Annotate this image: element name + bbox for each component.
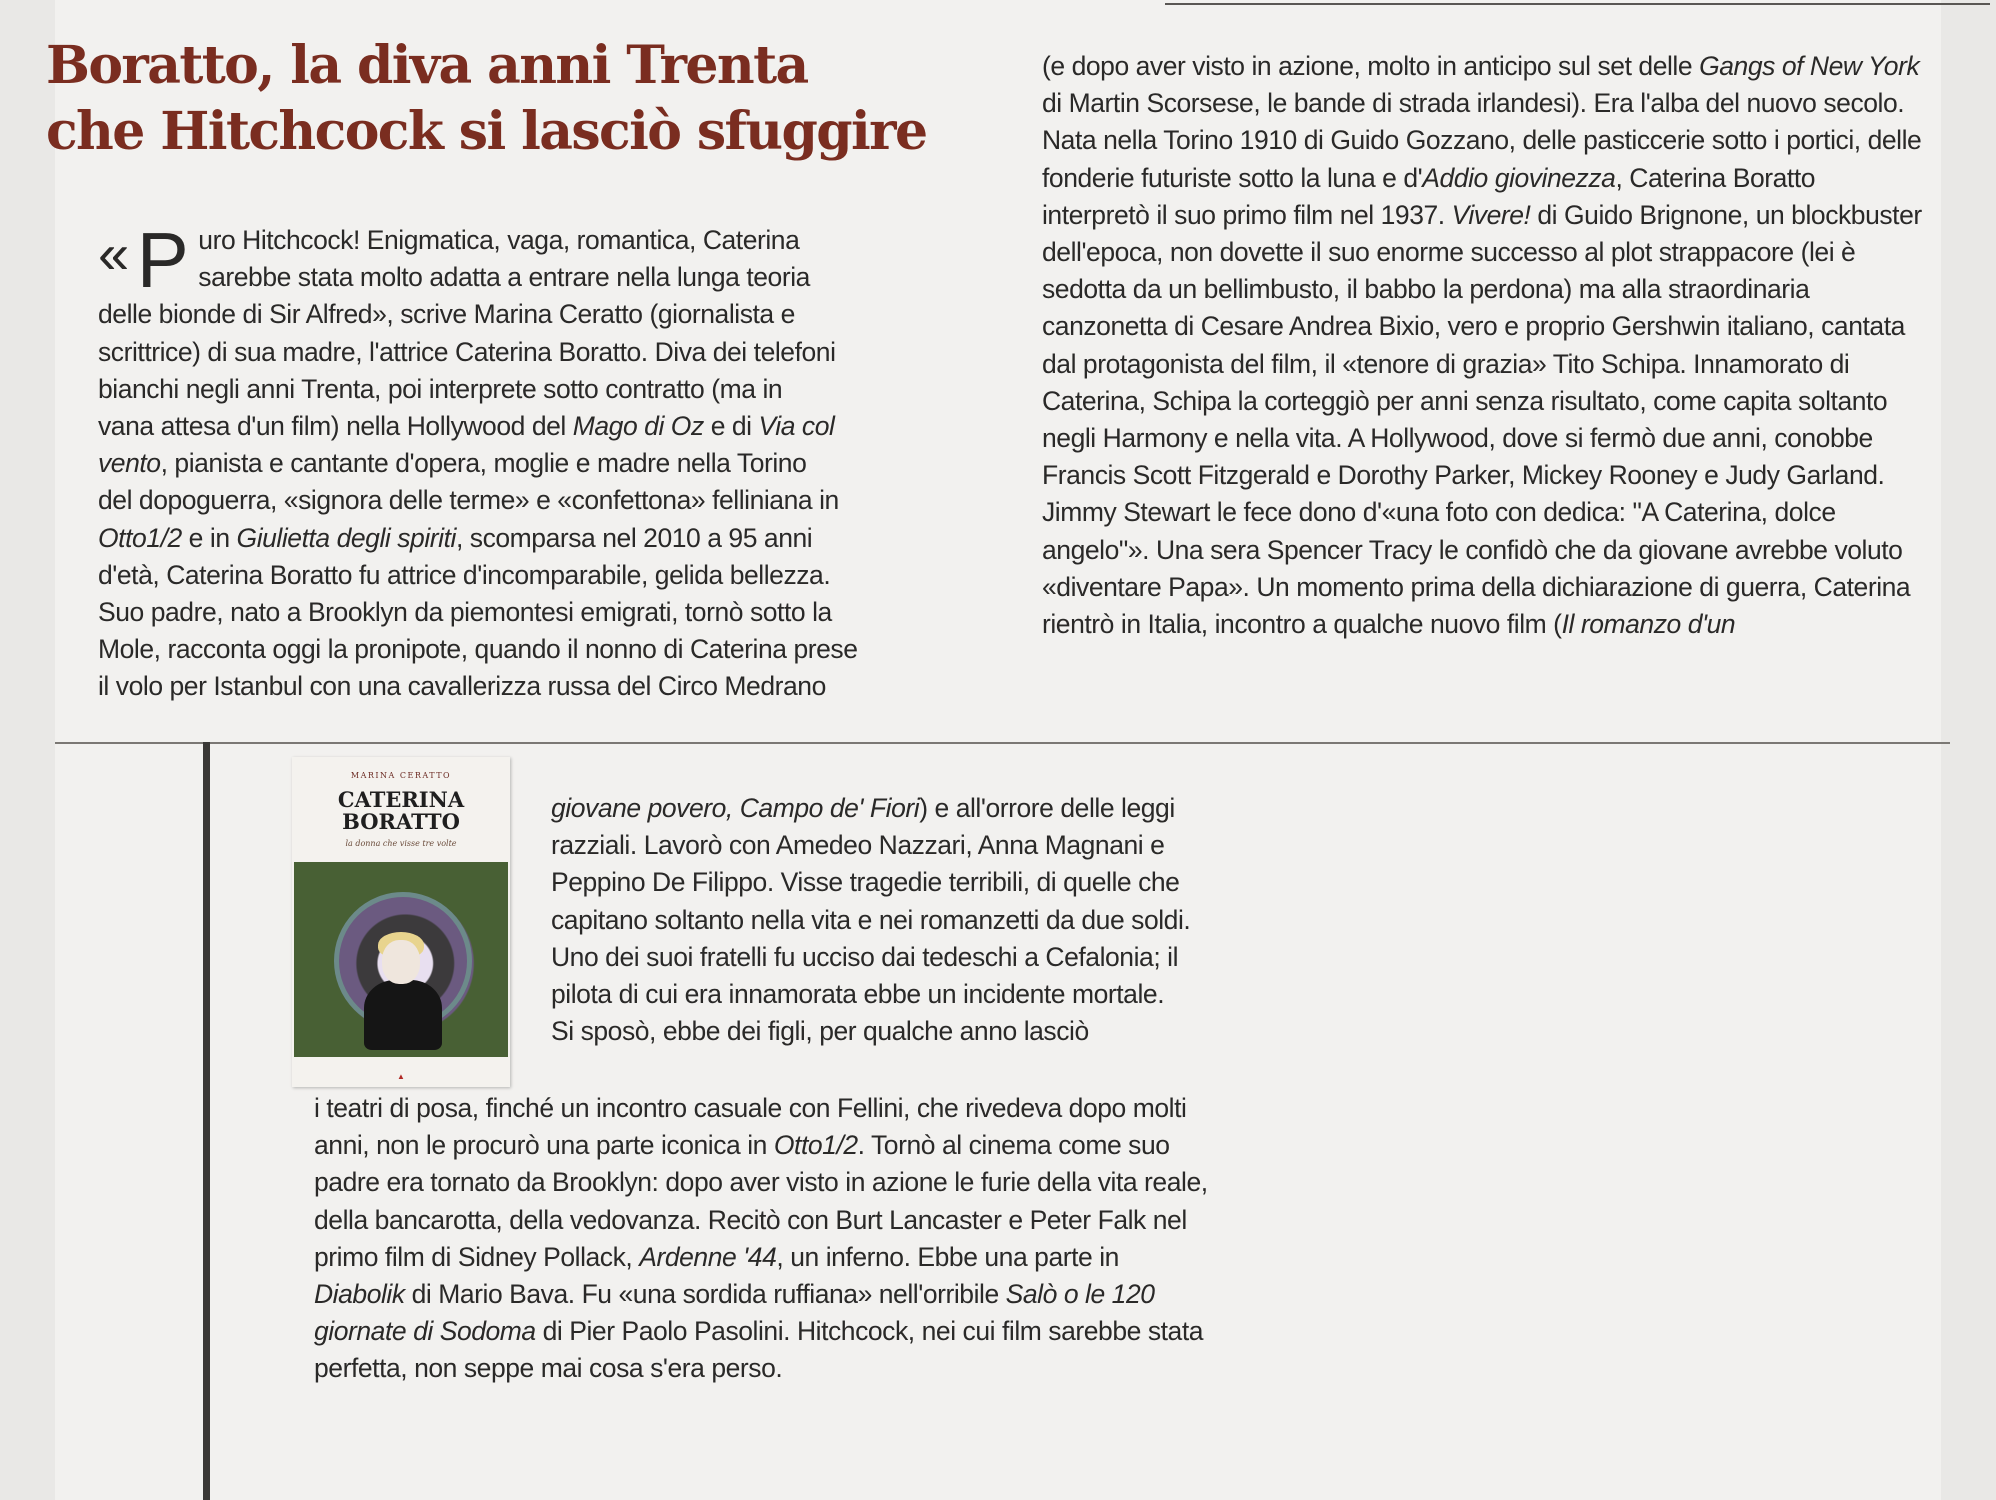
text-segment: e in: [181, 522, 237, 553]
book-cover-illustration: [294, 862, 508, 1057]
paragraph: [314, 1090, 1214, 1388]
publisher-logo-icon: ▲: [397, 1072, 405, 1081]
page-gutter: [203, 742, 210, 1500]
figure-face-shape: [382, 940, 420, 984]
film-title: Il romanzo d'un: [1561, 609, 1736, 640]
text-line: del dopoguerra, «signora delle terme» e «confettona» felliniana in: [98, 485, 839, 516]
text-segment: Si sposò, ebbe dei figli, per qualche anno lasciò: [551, 1016, 1089, 1047]
text-line: delle bionde di Sir Alfred», scrive Marina Ceratto (giornalista e: [98, 299, 795, 330]
figure-dress-shape: [364, 980, 442, 1050]
film-title: vento: [98, 448, 161, 479]
article-column-left: [98, 216, 978, 706]
text-line: scrittrice) di sua madre, l'attrice Caterina Boratto. Diva dei telefoni: [98, 336, 836, 367]
headline-line-1: Boratto, la diva anni Trenta: [46, 35, 808, 96]
text-segment: di Pier Paolo Pasolini. Hitchcock, nei cui film sarebbe stata perfetta, non seppe mai cosa s'era perso.: [314, 1316, 1204, 1384]
article-headline: [46, 33, 1026, 165]
book-cover-image: [292, 757, 510, 1087]
text-line: [98, 520, 978, 557]
text-line: il volo per Istanbul con una cavallerizza russa del Circo Medrano: [98, 671, 826, 702]
boxed-column-bottom: [314, 1090, 1214, 1388]
film-title: Gangs of New York: [1699, 51, 1920, 81]
text-segment: e di: [703, 411, 759, 442]
text-segment: , Caterina Boratto interpretò il suo primo film nel 1937.: [1042, 162, 1816, 230]
book-title: [292, 789, 510, 833]
text-line: Mole, racconta oggi la pronipote, quando il nonno di Caterina prese: [98, 634, 858, 665]
article-column-right: [1042, 48, 1922, 643]
text-segment: vana attesa d'un film) nella Hollywood del: [98, 411, 573, 442]
film-title: Giulietta degli spiriti: [236, 522, 456, 553]
book-title-line: CATERINA: [337, 787, 465, 812]
text-segment: , pianista e cantante d'opera, moglie e madre nella Torino: [160, 448, 807, 479]
film-title: Mago di Oz: [572, 411, 704, 442]
film-title: Salò o le 120 giornate di Sodoma: [314, 1279, 1155, 1347]
book-author: MARINA CERATTO: [350, 771, 452, 780]
text-segment: i teatri di posa, finché un incontro casuale con Fellini, che rivedeva dopo molti anni, non le procurò una parte iconica in: [314, 1093, 1187, 1161]
text-segment: . Tornò al cinema come suo padre era tornato da Brooklyn: dopo aver visto in azione le furie della vita reale, della bancarotta, della vedovanza. Recitò con Burt Lancaster e Peter Falk nel primo film di Sidney Pollack,: [314, 1130, 1208, 1272]
book-subtitle: la donna che visse tre volte: [345, 839, 457, 848]
top-rule: [1165, 3, 1990, 5]
film-title: giovane povero, Campo de' Fiori: [551, 793, 920, 823]
headline-line-2: che Hitchcock si lasciò sfuggire: [46, 101, 927, 162]
film-title: Via col: [758, 411, 835, 442]
paragraph: [1042, 48, 1922, 643]
text-line: [98, 445, 978, 482]
text-line: bianchi negli anni Trenta, poi interprete sotto contratto (ma in: [98, 373, 783, 404]
film-title: Vivere!: [1451, 199, 1531, 230]
text-segment: (e dopo aver visto in azione, molto in anticipo sul set delle: [1042, 51, 1700, 81]
text-segment: , scomparsa nel 2010 a 95 anni: [455, 522, 813, 553]
film-title: Otto1/2: [98, 522, 182, 553]
film-title: Diabolik: [314, 1279, 405, 1310]
text-segment: di Guido Brignone, un blockbuster dell'epoca, non dovette il suo enorme successo al plot strappacore (lei è sedotta da un bellimbusto, il babbo la perdona) ma alla straordinaria canzonetta di Cesare Andrea Bixio, vero e proprio Gershwin italiano, cantata dal protagonista del film, il «tenore di grazia» Tito Schipa. Innamorato di Caterina, Schipa la corteggiò per anni senza risultato, come capita soltanto negli Harmony e nella vita. A Hollywood, dove si fermò due anni, conobbe Francis Scott Fitzgerald e Dorothy Parker, Mickey Rooney e Judy Garland. Jimmy Stewart le fece dono d'«una foto con dedica: "A Caterina, dolce angelo"». Una sera Spencer Tracy le confidò che da giovane avrebbe voluto «diventare Papa». Un momento prima della dichiarazione di guerra, Caterina rientrò in Italia, incontro a qualche nuovo film (: [1042, 199, 1922, 640]
section-divider: [55, 742, 1950, 744]
text-segment: di Mario Bava. Fu «una sordida ruffiana» nell'orribile: [404, 1279, 1006, 1310]
boxed-column-top: [551, 790, 1211, 1050]
paragraph: [551, 790, 1211, 1013]
text-line: [98, 408, 978, 445]
film-title: Addio giovinezza: [1422, 162, 1616, 193]
opening-quote-mark: «: [98, 222, 129, 285]
text-segment: , un inferno. Ebbe una parte in: [776, 1241, 1119, 1272]
film-title: Ardenne '44: [639, 1241, 777, 1272]
film-title: Otto1/2: [773, 1130, 858, 1161]
book-title-line: BORATTO: [342, 809, 460, 834]
text-line: sarebbe stata molto adatta a entrare nella lunga teoria: [198, 262, 810, 293]
paragraph: [551, 1013, 1211, 1050]
text-line: uro Hitchcock! Enigmatica, vaga, romantica, Caterina: [198, 225, 800, 255]
drop-cap: P: [136, 216, 189, 304]
text-line: d'età, Caterina Boratto fu attrice d'incomparabile, gelida bellezza.: [98, 559, 831, 590]
text-segment: di Martin Scorsese, le bande di strada irlandesi). Era l'alba del nuovo secolo. Nata nella Torino 1910 di Guido Gozzano, delle pasticcerie sotto i portici, delle fonderie futuriste sotto la luna e d': [1042, 88, 1922, 193]
text-line: Suo padre, nato a Brooklyn da piemontesi emigrati, tornò sotto la: [98, 597, 832, 628]
text-segment: ) e all'orrore delle leggi razziali. Lavorò con Amedeo Nazzari, Anna Magnani e Peppino De Filippo. Visse tragedie terribili, di quelle che capitano soltanto nella vita e nei romanzetti da due soldi. Uno dei suoi fratelli fu ucciso dai tedeschi a Cefalonia; il pilota di cui era innamorata ebbe un incidente mortale.: [551, 793, 1191, 1010]
